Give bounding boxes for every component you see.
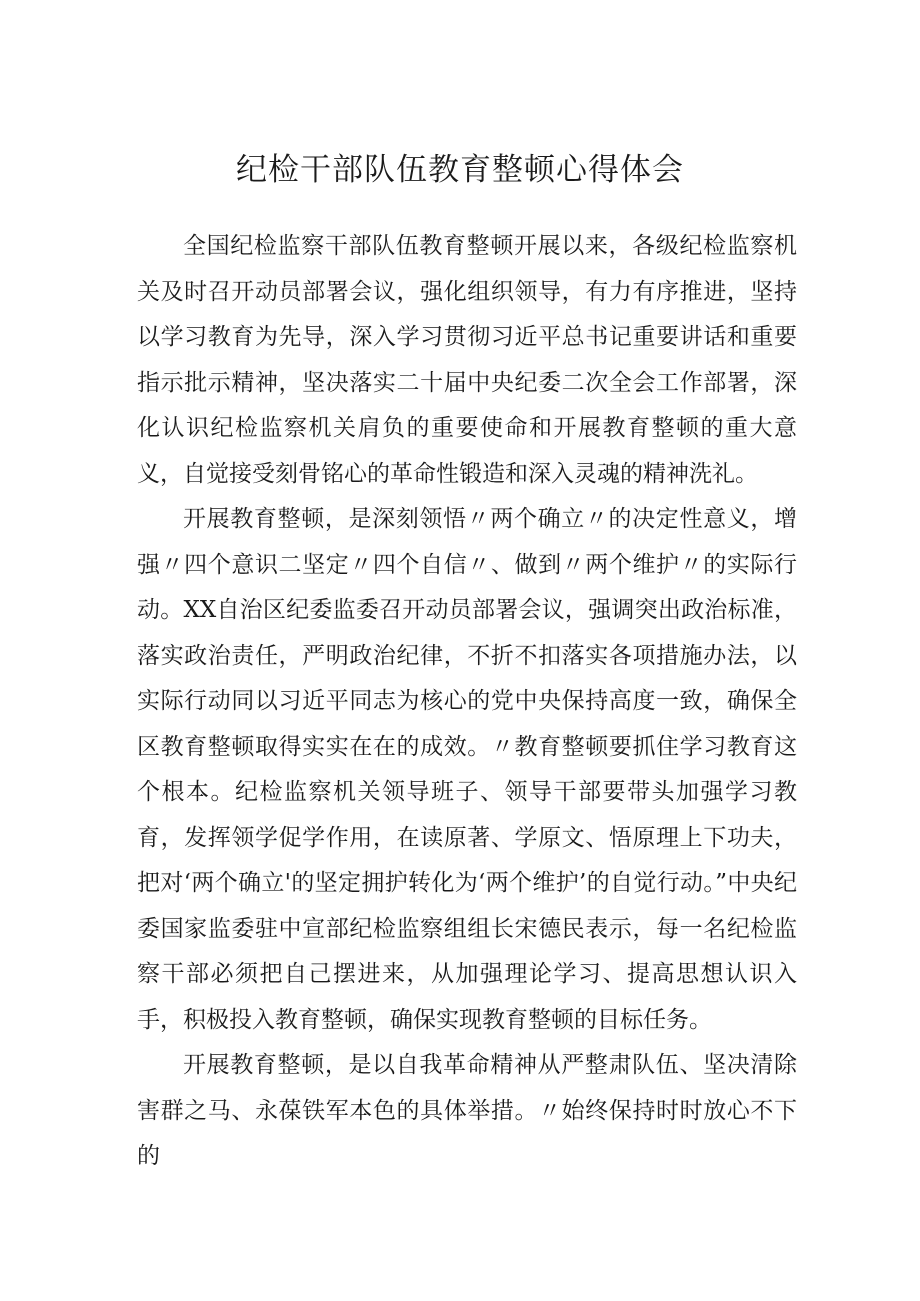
- paragraph-1: 全国纪检监察干部队伍教育整顿开展以来，各级纪检监察机关及时召开动员部署会议，强化组织领导，有力有序推进，坚持以学习教育为先导，深入学习贯彻习近平总书记重要讲话和重要指示批示精神，坚决落实二十届中央纪委二次全会工作部署，深化认识纪检监察机关肩负的重要使命和开展教育整顿的重大意义，自觉接受刻骨铭心的革命性锻造和深入灵魂的精神洗礼。: [137, 233, 797, 487]
- document-title: 纪检干部队伍教育整顿心得体会: [236, 152, 684, 188]
- paragraph-2: 开展教育整顿，是深刻领悟〃两个确立〃的决定性意义，增强〃四个意识二坚定〃四个自信〃、做到〃两个维护〃的实际行动。XX自治区纪委监委召开动员部署会议，强调突出政治标准，落实政治责任，严明政治纪律，不折不扣落实各项措施办法，以实际行动同以习近平同志为核心的党中央保持高度一致，确保全区教育整顿取得实实在在的成效。〃教育整顿要抓住学习教育这个根本。纪检监察机关领导班子、领导干部要带头加强学习教育，发挥领学促学作用，在读原著、学原文、悟原理上下功夫，把对‘两个确立'的坚定拥护转化为‘两个维护’的自觉行动。”中央纪委国家监委驻中宣部纪检监察组组长宋德民表示，每一名纪检监察干部必须把自己摆进来，从加强理论学习、提高思想认识入手，积极投入教育整顿，确保实现教育整顿的目标任务。: [137, 506, 797, 1033]
- document-body: [137, 224, 797, 1180]
- paragraph-3: 开展教育整顿，是以自我革命精神从严整肃队伍、坚决清除害群之马、永葆铁军本色的具体举措。〃始终保持时时放心不下的: [137, 1052, 797, 1169]
